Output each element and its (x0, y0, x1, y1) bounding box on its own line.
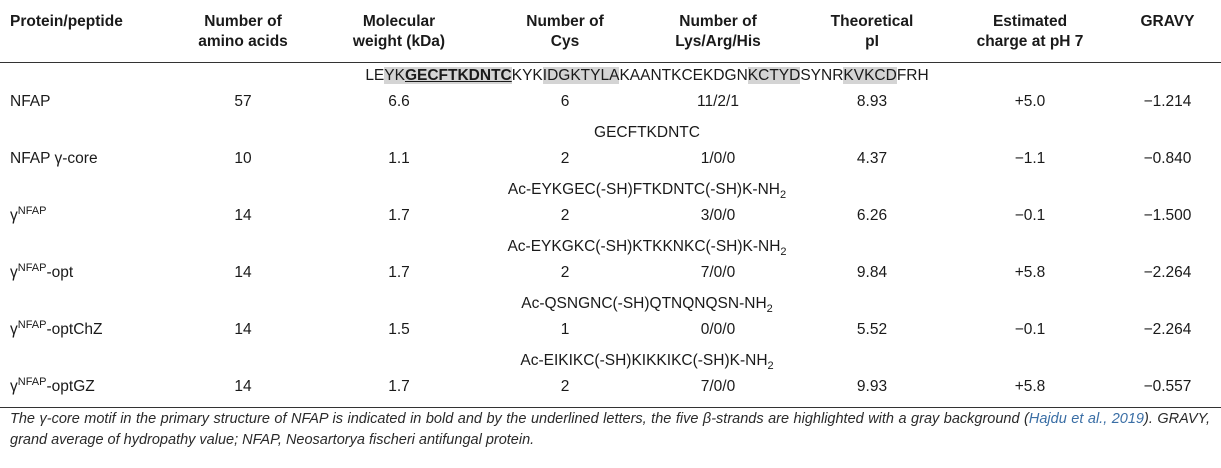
row-name: NFAP γ-core (10, 149, 98, 167)
beta-strand-4: KCTYD (747, 67, 801, 84)
row-name: $\gamma^{NFAP}$-optGZ (10, 375, 95, 395)
cell-theoretical-pi: 6.26 (856, 206, 888, 224)
cell-gravy: −1.500 (1143, 206, 1192, 224)
header-theoretical-pi: Theoretical pI (830, 13, 914, 50)
cell-estimated-charge: −1.1 (1014, 149, 1046, 167)
row-name: $\gamma^{NFAP}$ (10, 204, 47, 224)
header-amino-acids: Number of amino acids (198, 13, 288, 50)
cell-molecular-weight: 1.5 (388, 320, 410, 338)
cell-lys-arg-his: 3/0/0 (700, 206, 736, 224)
cell-molecular-weight: 1.7 (388, 206, 410, 224)
table-row (0, 90, 1221, 120)
cell-estimated-charge: −0.1 (1014, 206, 1046, 224)
sequence-row (0, 348, 1221, 375)
table-header-row (0, 12, 1221, 62)
peptide-sequence: $Ac-QSNGNC(-SH)QTNQNQSN-NH_2$ (521, 295, 773, 316)
cell-estimated-charge: +5.8 (1014, 377, 1046, 395)
cell-cys: 2 (560, 263, 570, 281)
cell-theoretical-pi: 9.93 (856, 377, 888, 395)
cell-lys-arg-his: 7/0/0 (700, 263, 736, 281)
nfap-sequence: LEYKGECFTKDNTCKYKIDGKTYLAKAANTKCEKDGNKCTYDSYNRKVKCDFRH (365, 67, 929, 84)
sequence-row (0, 177, 1221, 204)
beta-strand-5: KVKCD (843, 67, 897, 84)
cell-amino-acids: 57 (234, 92, 252, 110)
cell-amino-acids: 14 (234, 377, 252, 395)
header-molecular-weight: Molecular weight (kDa) (352, 13, 446, 50)
cell-cys: 2 (560, 149, 570, 167)
cell-gravy: −1.214 (1143, 92, 1192, 110)
cell-theoretical-pi: 5.52 (856, 320, 888, 338)
cell-gravy: −2.264 (1143, 263, 1192, 281)
peptide-sequence: $Ac-EYKGEC(-SH)FTKDNTC(-SH)K-NH_2$ (507, 181, 787, 202)
table-row (0, 318, 1221, 348)
cell-amino-acids: 10 (234, 149, 252, 167)
cell-theoretical-pi: 8.93 (856, 92, 888, 110)
sequence-row (0, 291, 1221, 318)
cell-theoretical-pi: 9.84 (856, 263, 888, 281)
table-row (0, 204, 1221, 234)
cell-molecular-weight: 1.1 (388, 149, 410, 167)
row-name: $\gamma^{NFAP}$-opt (10, 261, 74, 281)
header-protein: Protein/peptide (10, 13, 123, 30)
header-lys-arg-his: Number of Lys/Arg/His (675, 13, 761, 50)
cell-cys: 2 (560, 206, 570, 224)
header-gravy: GRAVY (1140, 13, 1195, 30)
table-row (0, 147, 1221, 177)
cell-cys: 1 (560, 320, 570, 338)
cell-lys-arg-his: 0/0/0 (700, 320, 736, 338)
cell-cys: 2 (560, 377, 570, 395)
cell-molecular-weight: 6.6 (388, 92, 410, 110)
header-estimated-charge: Estimated charge at pH 7 (976, 13, 1084, 50)
cell-estimated-charge: +5.8 (1014, 263, 1046, 281)
beta-strand-3: TYLA (580, 67, 620, 84)
beta-strand-1: YKGECFTKDNTC (384, 67, 512, 84)
gamma-core-motif: GECFTKDNTC (404, 67, 512, 84)
header-cys: Number of Cys (526, 13, 604, 50)
cell-molecular-weight: 1.7 (388, 263, 410, 281)
sequence-row (0, 120, 1221, 147)
peptide-sequence: $Ac-EYKGKC(-SH)KTKKNKC(-SH)K-NH_2$ (507, 238, 787, 259)
cell-cys: 6 (560, 92, 570, 110)
cell-amino-acids: 14 (234, 263, 252, 281)
sequence-row (0, 62, 1221, 90)
table-row (0, 375, 1221, 408)
table-row (0, 261, 1221, 291)
peptide-properties-table (0, 12, 1221, 408)
peptide-sequence: $Ac-EIKIKC(-SH)KIKKIKC(-SH)K-NH_2$ (520, 352, 774, 373)
cell-lys-arg-his: 11/2/1 (697, 92, 739, 110)
peptide-sequence: GECFTKDNTC (594, 124, 700, 141)
table-footnote: The γ-core motif in the primary structure of NFAP is indicated in bold and by the underlined letters, the five β-strands are highlighted with a gray background (Hajdu et al., 2019). GRAVY, grand average of hydropathy value; NFAP, Neosartorya fischeri antifungal protein. (10, 411, 1211, 448)
cell-molecular-weight: 1.7 (388, 377, 410, 395)
cell-estimated-charge: −0.1 (1014, 320, 1046, 338)
cell-lys-arg-his: 1/0/0 (700, 149, 736, 167)
cell-lys-arg-his: 7/0/0 (700, 377, 736, 395)
sequence-row (0, 234, 1221, 261)
beta-strand-2: IDGK (542, 67, 581, 84)
cell-gravy: −2.264 (1143, 320, 1192, 338)
cell-estimated-charge: +5.0 (1014, 92, 1046, 110)
cell-amino-acids: 14 (234, 206, 252, 224)
cell-gravy: −0.557 (1143, 377, 1192, 395)
row-name: $\gamma^{NFAP}$-optChZ (10, 318, 103, 338)
cell-gravy: −0.840 (1143, 149, 1192, 167)
cell-amino-acids: 14 (234, 320, 252, 338)
citation-link[interactable]: Hajdu et al., 2019 (1028, 411, 1144, 427)
row-name: NFAP (10, 92, 51, 110)
cell-theoretical-pi: 4.37 (856, 149, 888, 167)
